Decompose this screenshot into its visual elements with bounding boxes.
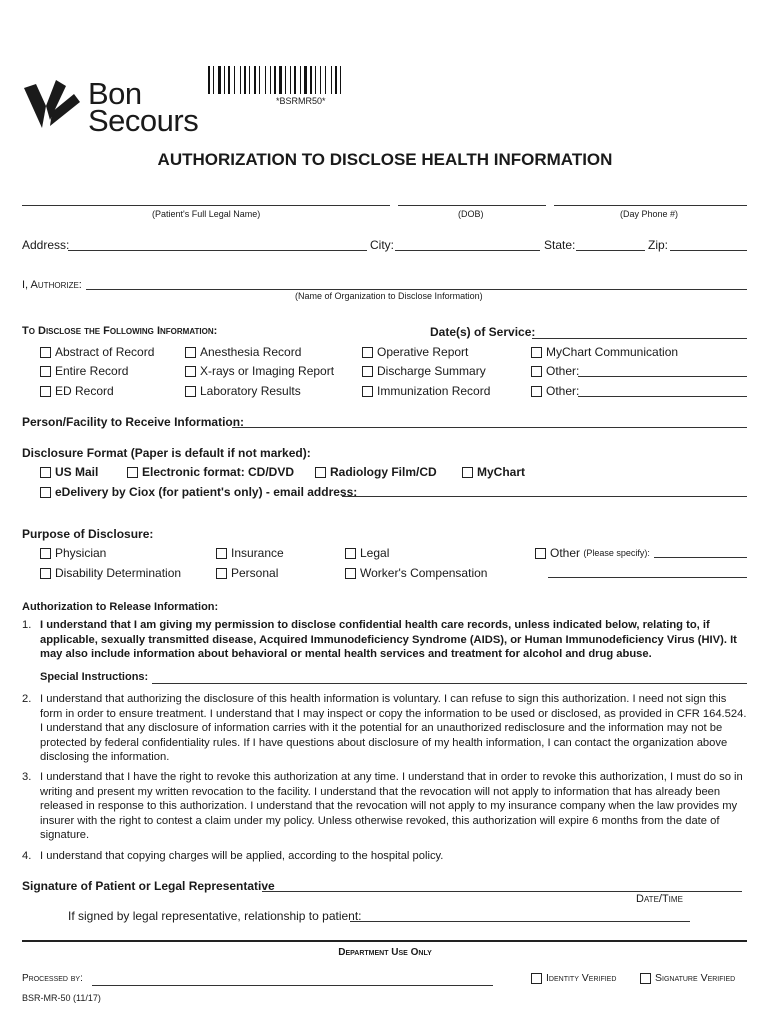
checkbox-label: Identity Verified [546,972,617,984]
checkbox-label: ED Record [55,384,114,398]
other-1-field[interactable] [578,376,747,377]
checkbox-box[interactable] [216,568,227,579]
checkbox-box[interactable] [127,467,138,478]
checkbox-label: Other: [546,384,580,398]
checkbox-signature-verified[interactable] [640,972,735,984]
checkbox-box[interactable] [531,366,542,377]
checkbox-box[interactable] [315,467,326,478]
checkbox-radiology-film[interactable] [315,465,437,479]
checkbox-label: Legal [360,546,390,560]
checkbox-box[interactable] [640,973,651,984]
checkbox-label: X-rays or Imaging Report [200,364,335,378]
checkbox-box[interactable] [185,366,196,377]
item-number: 1. [22,619,32,631]
patient-name-label: (Patient's Full Legal Name) [152,209,261,219]
item-number: 3. [22,771,32,783]
checkbox-label: Laboratory Results [200,384,301,398]
bon-secours-logo-text: Bon Secours [88,76,199,138]
authorization-item-4: I understand that copying charges will be applied, according to the hospital policy. [40,850,444,862]
checkbox-box[interactable] [185,347,196,358]
checkbox-purpose-other[interactable] [535,546,650,560]
checkbox-entire-record[interactable] [40,364,128,378]
authorization-item-2: I understand that authorizing the disclosure of this health information is voluntary. I can refuse to sign this authorization. I need not sign this form in order to ensure treatment. I understand that I may inspect or copy the information to be used or disclosed, as provided in CFR 164.524. I understand that any disclosure of information carries with it the potential for an unauthorized redisclosure and the information may not be protected by federal confidentiality rules. If I have questions about disclosure of my health information, I can contact the organization above disclosing the information. [40,693,747,763]
checkbox-insurance[interactable] [216,546,284,560]
page-title: AUTHORIZATION TO DISCLOSE HEALTH INFORMATION [157,150,613,169]
signature-label: Signature of Patient or Legal Representative [22,879,275,893]
format-heading: Disclosure Format (Paper is default if not marked): [22,446,311,460]
checkbox-label: MyChart [477,465,526,479]
checkbox-abstract-of-record[interactable] [40,345,154,359]
purpose-other-field[interactable] [654,557,747,558]
address-field[interactable] [68,250,367,251]
checkbox-box[interactable] [531,973,542,984]
checkbox-mychart-communication[interactable] [531,345,678,359]
barcode-text: *BSRMR50* [276,96,326,106]
checkbox-other-2[interactable] [531,384,579,398]
city-label: City: [370,238,394,252]
item-number: 4. [22,850,32,862]
checkbox-box[interactable] [40,347,51,358]
patient-name-field[interactable] [22,205,390,206]
checkbox-discharge-summary[interactable] [362,364,486,378]
checkbox-box[interactable] [40,548,51,559]
dob-label: (DOB) [458,209,484,219]
checkbox-box[interactable] [531,386,542,397]
checkbox-box[interactable] [531,347,542,358]
checkbox-label: Personal [231,566,279,580]
checkbox-anesthesia-record[interactable] [185,345,301,359]
checkbox-label: MyChart Communication [546,345,679,359]
authorization-heading: Authorization to Release Information: [22,601,219,613]
checkbox-box[interactable] [40,467,51,478]
authorization-item-3: I understand that I have the right to revoke this authorization at any time. I understand that in order to revoke this authorization, I must do so in writing and present my written revocation to the facility. I understand that the revocation will not apply to information that has already been released in response to this authorization. I understand that the revocation will not apply to my insurance company when the law provides my insurer with the right to contest a claim under my policy. Unless otherwise revoked, this authorization will expire 6 months from the date of signature. [40,771,743,841]
authorize-label: I, Authorize: [22,279,82,291]
checkbox-label: Abstract of Record [55,345,155,359]
representative-label: If signed by legal representative, relationship to patient: [68,909,362,923]
special-instructions-label: Special Instructions: [40,671,149,683]
purpose-other-field-2[interactable] [548,577,747,578]
checkbox-label: Disability Determination [55,566,182,580]
dates-of-service-label: Date(s) of Service: [430,325,536,339]
checkbox-electronic-cd-dvd[interactable] [127,465,294,479]
processed-by-label: Processed by: [22,973,83,984]
checkbox-box[interactable] [362,366,373,377]
state-field[interactable] [576,250,645,251]
checkbox-box[interactable] [40,366,51,377]
checkbox-workers-compensation[interactable] [345,566,487,580]
receive-field[interactable] [232,427,747,428]
checkbox-label: Operative Report [377,345,469,359]
checkbox-box[interactable] [40,487,51,498]
representative-field[interactable] [350,921,690,922]
dob-field[interactable] [398,205,546,206]
checkbox-label: Physician [55,546,107,560]
checkbox-label: Insurance [231,546,284,560]
checkbox-physician[interactable] [40,546,106,560]
checkbox-label: Entire Record [55,364,129,378]
purpose-heading: Purpose of Disclosure: [22,527,154,541]
signature-field[interactable] [262,891,742,892]
disclose-heading: To Disclose the Following Information: [22,325,218,337]
form-code: BSR-MR-50 (11/17) [22,993,101,1003]
checkbox-box[interactable] [345,568,356,579]
checkbox-label: eDelivery by Ciox (for patient's only) - email address: [55,485,358,499]
special-instructions-field[interactable] [152,683,747,684]
authorization-item-1: I understand that I am giving my permission to disclose confidential health care records, unless indicated below, relating to, if applicable, sexually transmitted disease, Acquired Immunodeficiency Syndrome (AIDS), or Human Immunodeficiency Virus (HIV). It may also include information about behavioral or mental health services and treatment for alcohol and drug abuse. [40,619,737,660]
checkbox-box[interactable] [362,386,373,397]
state-label: State: [544,238,576,252]
checkbox-label: Worker's Compensation [360,566,488,580]
day-phone-label: (Day Phone #) [620,209,679,219]
checkbox-legal[interactable] [345,546,389,560]
checkbox-label: Discharge Summary [377,364,486,378]
checkbox-box[interactable] [345,548,356,559]
checkbox-box[interactable] [462,467,473,478]
checkbox-label: Anesthesia Record [200,345,302,359]
other-2-field[interactable] [578,396,747,397]
checkbox-operative-report[interactable] [362,345,468,359]
checkbox-label: Immunization Record [377,384,491,398]
checkbox-edelivery[interactable] [40,485,357,499]
checkbox-box[interactable] [216,548,227,559]
checkbox-personal[interactable] [216,566,278,580]
checkbox-xrays-imaging[interactable] [185,364,334,378]
day-phone-field[interactable] [554,205,747,206]
dates-of-service-field[interactable] [532,338,747,339]
city-field[interactable] [395,250,540,251]
checkbox-immunization-record[interactable] [362,384,490,398]
zip-label: Zip: [648,238,669,252]
department-heading: Department Use Only [338,947,432,958]
item-number: 2. [22,693,32,705]
other-note: (Please specify): [583,548,650,558]
checkbox-box[interactable] [185,386,196,397]
org-label: (Name of Organization to Disclose Information) [295,291,483,301]
checkbox-label: Other: [546,364,580,378]
authorize-org-field[interactable] [86,289,747,290]
email-address-field[interactable] [342,496,747,497]
checkbox-box[interactable] [40,568,51,579]
checkbox-other-1[interactable] [531,364,579,378]
divider [22,940,747,942]
checkbox-box[interactable] [362,347,373,358]
checkbox-us-mail[interactable] [40,465,98,479]
checkbox-label: Electronic format: CD/DVD [142,465,295,479]
processed-by-field[interactable] [92,985,493,986]
checkbox-label: Radiology Film/CD [330,465,437,479]
checkbox-mychart[interactable] [462,465,525,479]
checkbox-identity-verified[interactable] [531,972,616,984]
zip-field[interactable] [670,250,747,251]
checkbox-box[interactable] [40,386,51,397]
address-label: Address: [22,238,70,252]
date-time-label: Date/Time [636,893,683,905]
checkbox-ed-record[interactable] [40,384,114,398]
checkbox-laboratory-results[interactable] [185,384,301,398]
checkbox-label: Other [550,546,581,560]
checkbox-label: US Mail [55,465,99,479]
checkbox-disability-determination[interactable] [40,566,181,580]
checkbox-label: Signature Verified [655,972,736,984]
bon-secours-logo-mark [22,76,84,132]
checkbox-box[interactable] [535,548,546,559]
barcode [208,66,386,94]
receive-label: Person/Facility to Receive Information: [22,415,245,429]
